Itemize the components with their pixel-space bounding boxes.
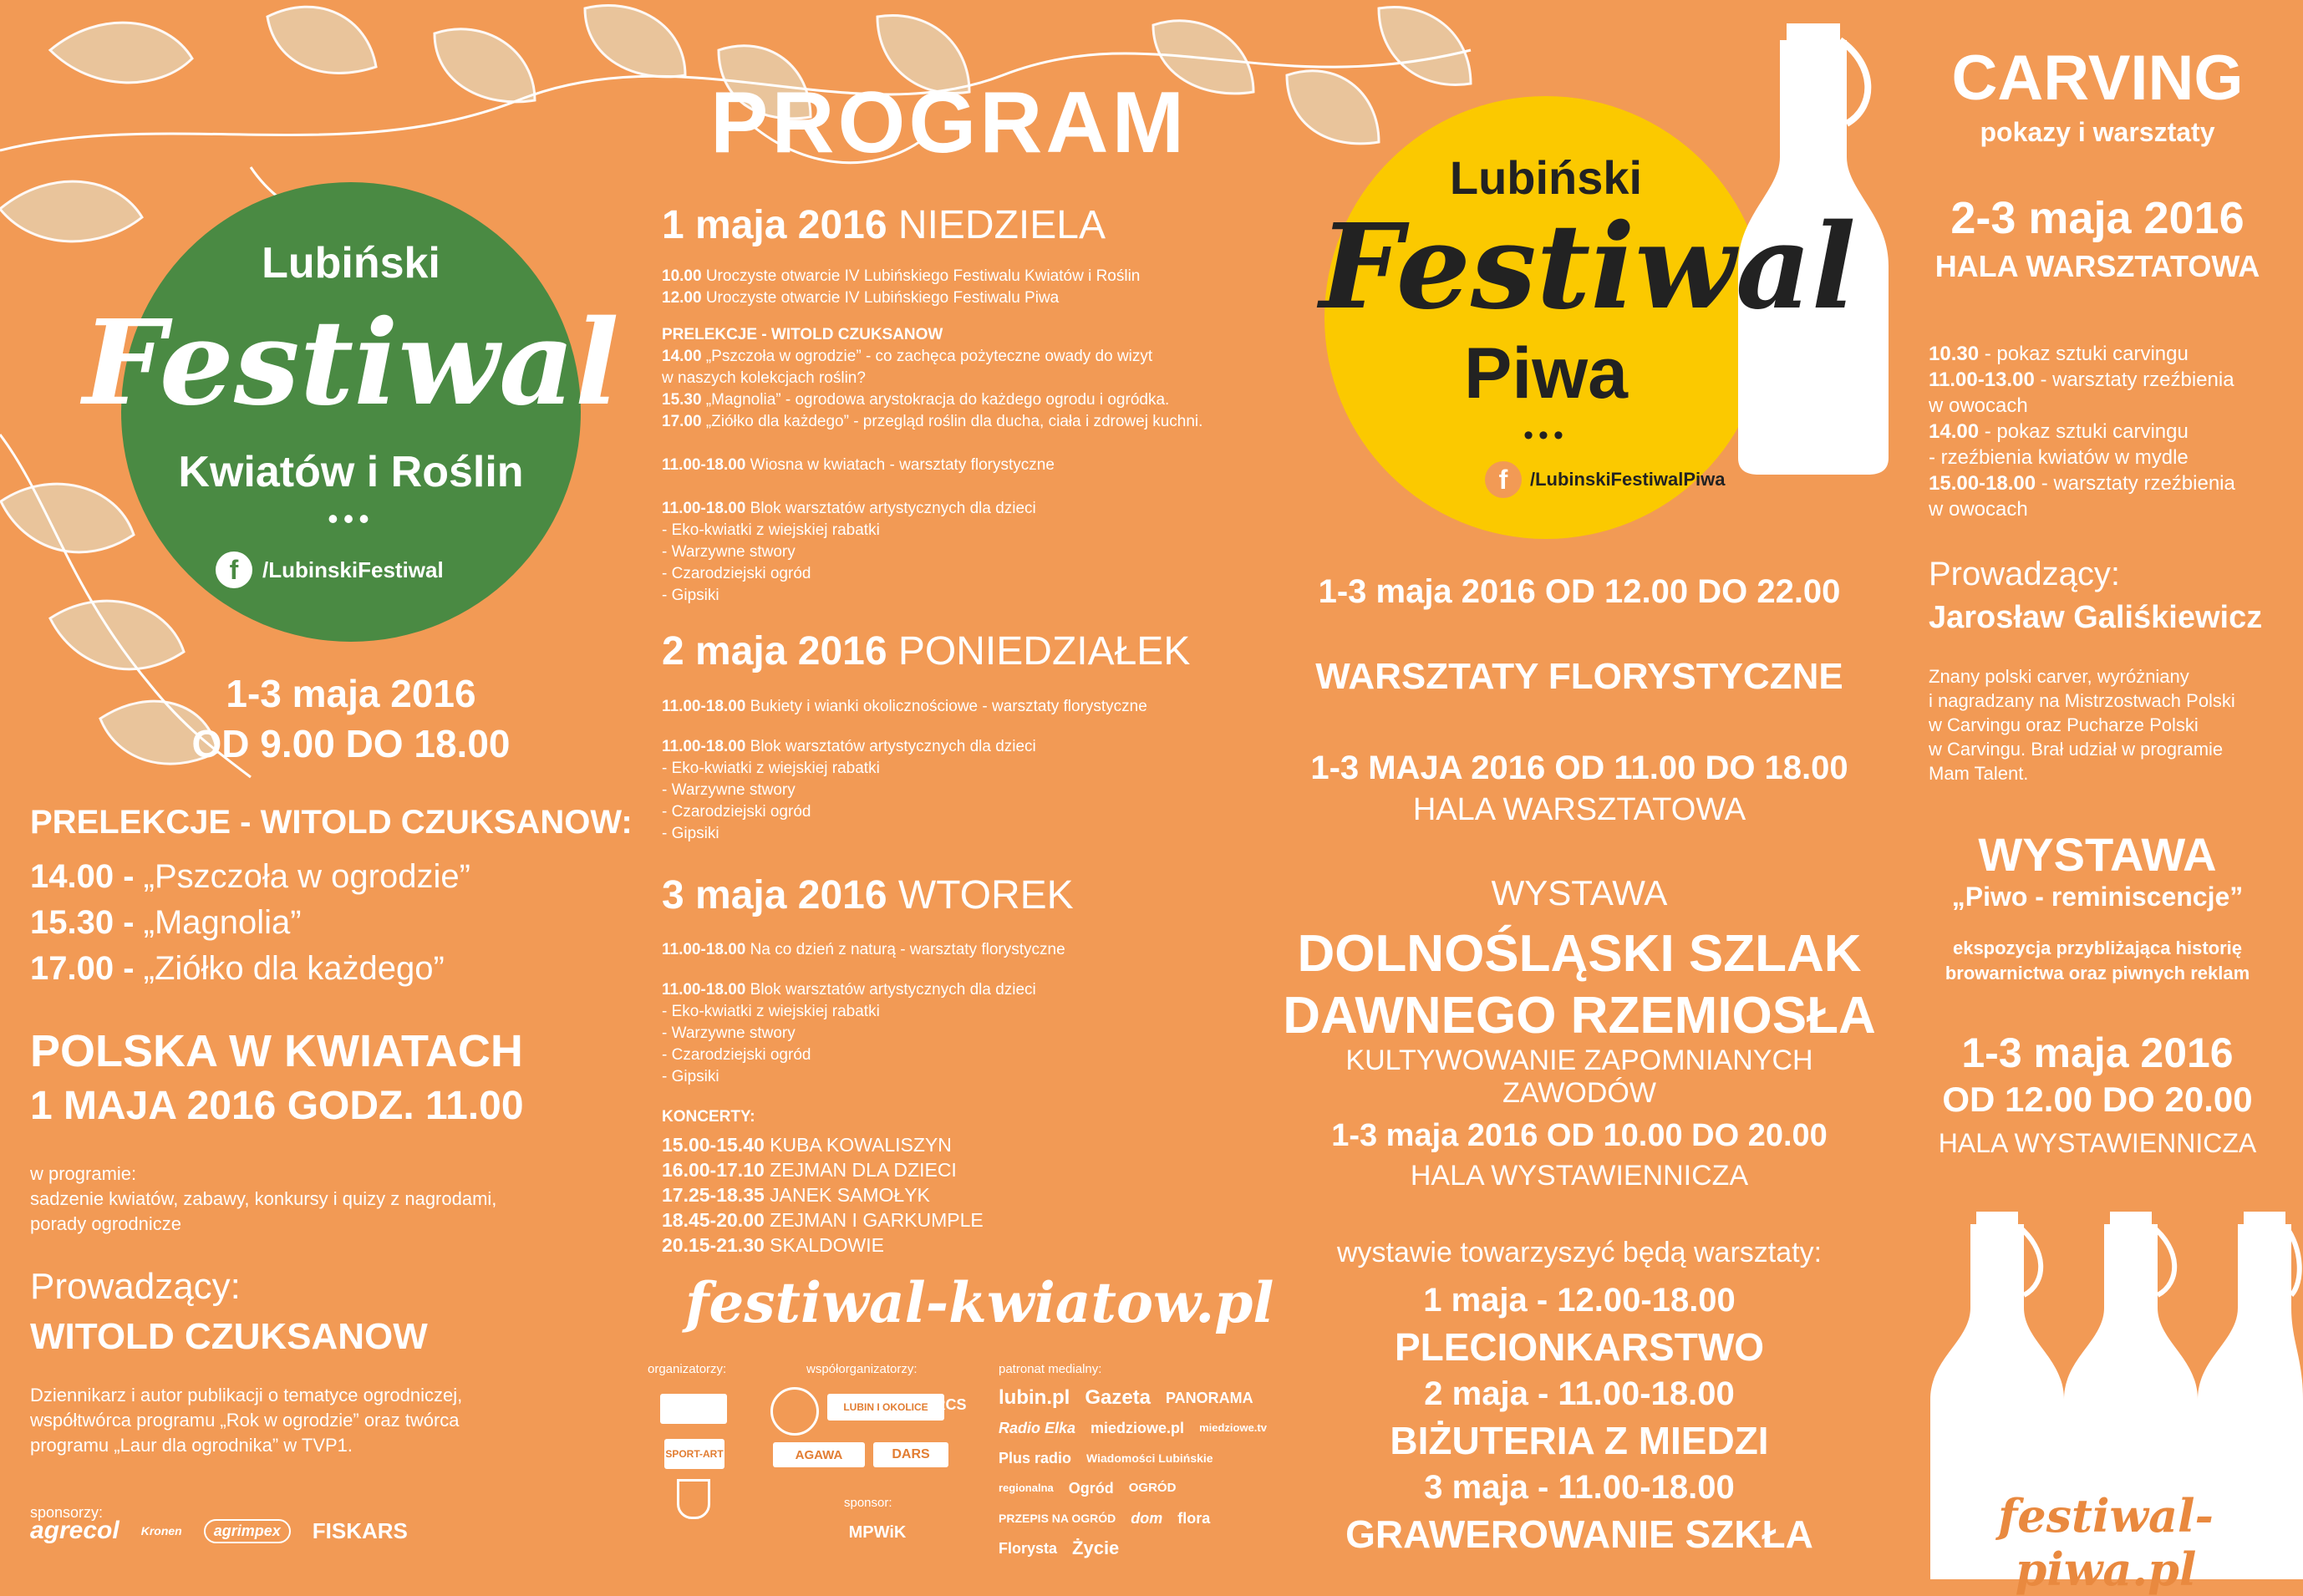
media-logo: PRZEPIS NA OGRÓD (999, 1512, 1116, 1525)
wystawa-right-dates: OD 12.00 DO 20.00 (1942, 1080, 2253, 1119)
workshop-date: 2 maja - 11.00-18.00 (1424, 1375, 1735, 1412)
workshop-name: PLECIONKARSTWO (1394, 1325, 1765, 1369)
program-item: 10.00 Uroczyste otwarcie IV Lubińskiego Festiwalu Kwiatów i Roślin (662, 267, 1141, 285)
day1-heading: 1 maja 2016 NIEDZIELA (662, 203, 1106, 247)
program-item: 11.00-18.00 Wiosna w kwiatach - warsztaty florystyczne (662, 456, 1055, 474)
carving-item: - rzeźbienia kwiatów w mydle (1929, 446, 2189, 469)
carving-item: 10.30 - pokaz sztuki carvingu (1929, 343, 2189, 365)
program-subitem: - Eko-kwiatki z wiejskiej rabatki (662, 1003, 880, 1020)
program-subitem: - Eko-kwiatki z wiejskiej rabatki (662, 760, 880, 777)
sponsor-logo: MPWiK (848, 1522, 907, 1542)
host-name: WITOLD CZUKSANOW (30, 1316, 428, 1357)
szlak-hall: HALA WYSTAWIENNICZA (1410, 1160, 1749, 1192)
media-logo: lubin.pl (999, 1386, 1070, 1409)
kultywowanie-text: KULTYWOWANIE ZAPOMNIANYCH ZAWODÓW (1345, 1045, 1813, 1109)
carving-bio-line: Mam Talent. (1929, 763, 2029, 784)
workshop-date: 1 maja - 12.00-18.00 (1423, 1282, 1736, 1319)
wspolorganizatorzy-label: współorganizatorzy: (806, 1362, 918, 1376)
szlak-title: DAWNEGO RZEMIOSŁA (1283, 987, 1876, 1045)
program-subitem: - Warzywne stwory (662, 781, 796, 799)
media-logos (999, 1387, 1283, 1559)
media-logo: PANORAMA (1166, 1390, 1253, 1406)
website-kwiatow-link[interactable]: festiwal-kwiatow.pl (685, 1270, 1274, 1335)
day3-heading: 3 maja 2016 WTOREK (662, 873, 1074, 917)
prelekcja-row: 14.00 - „Pszczoła w ogrodzie” (30, 858, 470, 895)
org-logo: DARS (873, 1442, 948, 1467)
sponsors-label: sponsorzy: (30, 1504, 104, 1521)
program-subitem: - Gipsiki (662, 825, 719, 842)
koncert-row: 17.25-18.35 JANEK SAMOŁYK (662, 1184, 930, 1206)
org-logo: AGAWA (773, 1442, 865, 1467)
beer-badge-script: Festiwal (1319, 199, 1856, 336)
sponsor-logo: agrimpex (204, 1519, 291, 1543)
program-item: 11.00-18.00 Blok warsztatów artystycznych dla dzieci (662, 500, 1036, 517)
media-logo: miedziowe.tv (1199, 1421, 1267, 1434)
program-subitem: - Warzywne stwory (662, 1024, 796, 1042)
badge-top-text: Lubiński (262, 239, 440, 287)
beer-badge-dots: ••• (1523, 419, 1568, 451)
wystawa-desc: ekspozycja przybliżająca historię (1952, 938, 2243, 958)
media-logo: Plus radio (999, 1450, 1072, 1466)
carving-sub: pokazy i warsztaty (1980, 117, 2215, 147)
warsztaty-hall: HALA WARSZTATOWA (1412, 792, 1746, 827)
media-logo: dom (1131, 1510, 1163, 1527)
koncert-row: 18.45-20.00 ZEJMAN I GARKUMPLE (662, 1209, 984, 1231)
koncert-row: 20.15-21.30 SKALDOWIE (662, 1234, 884, 1256)
sponsor-label: sponsor: (844, 1496, 892, 1510)
badge-sub-text: Kwiatów i Roślin (178, 448, 524, 496)
beer-facebook-link[interactable] (1485, 461, 1726, 498)
prelekcje-title: PRELEKCJE - WITOLD CZUKSANOW: (30, 804, 633, 841)
szlak-title: DOLNOŚLĄSKI SZLAK (1297, 925, 1862, 983)
carving-item: 14.00 - pokaz sztuki carvingu (1929, 420, 2189, 443)
facebook-link[interactable] (216, 551, 444, 588)
towarzysza-text: wystawie towarzyszyć będą warsztaty: (1336, 1237, 1823, 1268)
beer-dates: 1-3 maja 2016 OD 12.00 DO 22.00 (1318, 573, 1841, 610)
program-title: PROGRAM (710, 74, 1188, 171)
program-subitem: - Czarodziejski ogród (662, 1046, 811, 1064)
badge-dots: ••• (328, 501, 374, 536)
carving-item: 15.00-18.00 - warsztaty rzeźbienia (1929, 472, 2235, 495)
program-item: 11.00-18.00 Blok warsztatów artystycznych dla dzieci (662, 738, 1036, 755)
carving-title: CARVING (1951, 43, 2244, 114)
program-subitem: - Gipsiki (662, 1068, 719, 1085)
wystawa-right-dates: 1-3 maja 2016 (1961, 1029, 2234, 1076)
carving-host-label: Prowadzący: (1929, 556, 2120, 592)
program-subitem: - Warzywne stwory (662, 543, 796, 561)
program-item: 11.00-18.00 Blok warsztatów artystycznych dla dzieci (662, 981, 1036, 999)
sponsor-logo: agrecol (30, 1517, 119, 1544)
media-logo: Gazeta (1085, 1386, 1152, 1409)
polska-title: POLSKA W KWIATACH (30, 1026, 523, 1076)
wystawa-right-hall: HALA WYSTAWIENNICZA (1938, 1128, 2257, 1158)
prelekcje-head: PRELEKCJE - WITOLD CZUKSANOW (662, 326, 943, 343)
carving-bio-line: Znany polski carver, wyróżniany (1929, 666, 2189, 687)
warsztaty-title: WARSZTATY FLORYSTYCZNE (1315, 656, 1843, 697)
facebook-icon: f (1485, 461, 1522, 498)
patronat-label: patronat medialny: (999, 1362, 1102, 1376)
org-logo: RCS (934, 1395, 967, 1413)
carving-bio-line: i nagradzany na Mistrzostwach Polski (1929, 690, 2235, 711)
circle-emblem-icon (770, 1387, 819, 1436)
sponsor-logo: FISKARS (312, 1517, 408, 1543)
host-label: Prowadzący: (30, 1266, 241, 1307)
wystawa-label: WYSTAWA (1491, 873, 1668, 912)
media-logo: Radio Elka (999, 1420, 1076, 1436)
program-item: w naszych kolekcjach roślin? (662, 369, 866, 387)
carving-host-name: Jarosław Galiśkiewicz (1929, 600, 2263, 635)
bio-line: programu „Laur dla ogrodnika” w TVP1. (30, 1435, 353, 1456)
carving-item: 11.00-13.00 - warsztaty rzeźbienia (1929, 369, 2234, 391)
badge-script-text: Festiwal (83, 295, 619, 432)
website-piwa-link[interactable]: festiwal-piwa.pl (1998, 1489, 2214, 1596)
media-logo: Wiadomości Lubińskie (1086, 1451, 1213, 1465)
org-logo (660, 1394, 727, 1424)
program-item: 17.00 „Ziółko dla każdego” - przegląd roślin dla ducha, ciała i zdrowej kuchni. (662, 413, 1203, 430)
wystawa-desc: browarnictwa oraz piwnych reklam (1945, 963, 2250, 984)
program-item: 12.00 Uroczyste otwarcie IV Lubińskiego Festiwalu Piwa (662, 289, 1060, 307)
flowers-dates-1: 1-3 maja 2016 (226, 672, 476, 715)
prelekcja-row: 15.30 - „Magnolia” (30, 904, 302, 941)
bio-line: Dziennikarz i autor publikacji o tematyce ogrodniczej, (30, 1385, 463, 1405)
koncert-row: 16.00-17.10 ZEJMAN DLA DZIECI (662, 1159, 957, 1181)
prelekcja-row: 17.00 - „Ziółko dla każdego” (30, 950, 445, 987)
wystawa-right-name: „Piwo - reminiscencje” (1951, 882, 2244, 912)
workshop-date: 3 maja - 11.00-18.00 (1424, 1469, 1735, 1506)
org-logo: SPORT-ART (664, 1439, 724, 1469)
beer-badge-sub: Piwa (1464, 333, 1628, 414)
koncert-row: 15.00-15.40 KUBA KOWALISZYN (662, 1134, 952, 1156)
koncerty-head: KONCERTY: (662, 1108, 755, 1126)
facebook-handle: /LubinskiFestiwal (262, 557, 444, 582)
media-logo: flora (1177, 1510, 1211, 1527)
warsztaty-dates: 1-3 MAJA 2016 OD 11.00 DO 18.00 (1310, 750, 1848, 786)
media-logo: Ogród (1068, 1480, 1114, 1497)
media-logo: OGRÓD (1128, 1481, 1177, 1495)
bio-line: współtwórca programu „Rok w ogrodzie” oraz twórca (30, 1410, 460, 1431)
media-logo: miedziowe.pl (1090, 1420, 1185, 1436)
program-subitem: - Czarodziejski ogród (662, 565, 811, 582)
program-item: 11.00-18.00 Bukiety i wianki okolicznościowe - warsztaty florystyczne (662, 698, 1147, 715)
sponsor-logo: Kronen (140, 1524, 182, 1538)
program-item: 11.00-18.00 Na co dzień z naturą - warsztaty florystyczne (662, 941, 1065, 958)
facebook-icon: f (216, 551, 252, 588)
media-logo: Życie (1072, 1538, 1120, 1558)
program-subitem: - Eko-kwiatki z wiejskiej rabatki (662, 521, 880, 539)
program-subitem: - Czarodziejski ogród (662, 803, 811, 821)
program-note-line: sadzenie kwiatów, zabawy, konkursy i quizy z nagrodami, (30, 1188, 497, 1209)
carving-bio-line: w Carvingu. Brał udział w programie (1929, 739, 2224, 760)
organizatorzy-label: organizatorzy: (648, 1362, 727, 1376)
flowers-dates-2: OD 9.00 DO 18.00 (191, 722, 511, 765)
beer-facebook-handle: /LubinskiFestiwalPiwa (1530, 469, 1726, 490)
program-item: 15.30 „Magnolia” - ogrodowa arystokracja do każdego ogrodu i ogródka. (662, 391, 1170, 409)
carving-item: w owocach (1929, 394, 2028, 417)
media-logo: regionalna (999, 1482, 1054, 1494)
workshop-name: BIŻUTERIA Z MIEDZI (1390, 1419, 1769, 1462)
program-note-line: w programie: (30, 1163, 137, 1184)
org-logo: LUBIN I OKOLICE (827, 1394, 944, 1421)
wystawa-right-title: WYSTAWA (1978, 828, 2217, 881)
carving-dates: 2-3 maja 2016 (1950, 193, 2245, 243)
lubin-crest-icon (677, 1479, 710, 1519)
carving-bio-line: w Carvingu oraz Pucharze Polski (1929, 714, 2199, 735)
szlak-dates: 1-3 maja 2016 OD 10.00 DO 20.00 (1331, 1118, 1828, 1153)
program-item: 14.00 „Pszczoła w ogrodzie” - co zachęca pożyteczne owady do wizyt (662, 348, 1153, 365)
polska-date: 1 MAJA 2016 GODZ. 11.00 (30, 1084, 524, 1128)
carving-item: w owocach (1929, 498, 2028, 521)
media-logo: Florysta (999, 1540, 1058, 1557)
beer-badge-top: Lubiński (1449, 151, 1643, 204)
day2-heading: 2 maja 2016 PONIEDZIAŁEK (662, 629, 1191, 673)
carving-hall: HALA WARSZTATOWA (1934, 249, 2260, 283)
program-note-line: porady ogrodnicze (30, 1213, 182, 1234)
program-subitem: - Gipsiki (662, 587, 719, 604)
workshop-name: GRAWEROWANIE SZKŁA (1345, 1512, 1813, 1556)
